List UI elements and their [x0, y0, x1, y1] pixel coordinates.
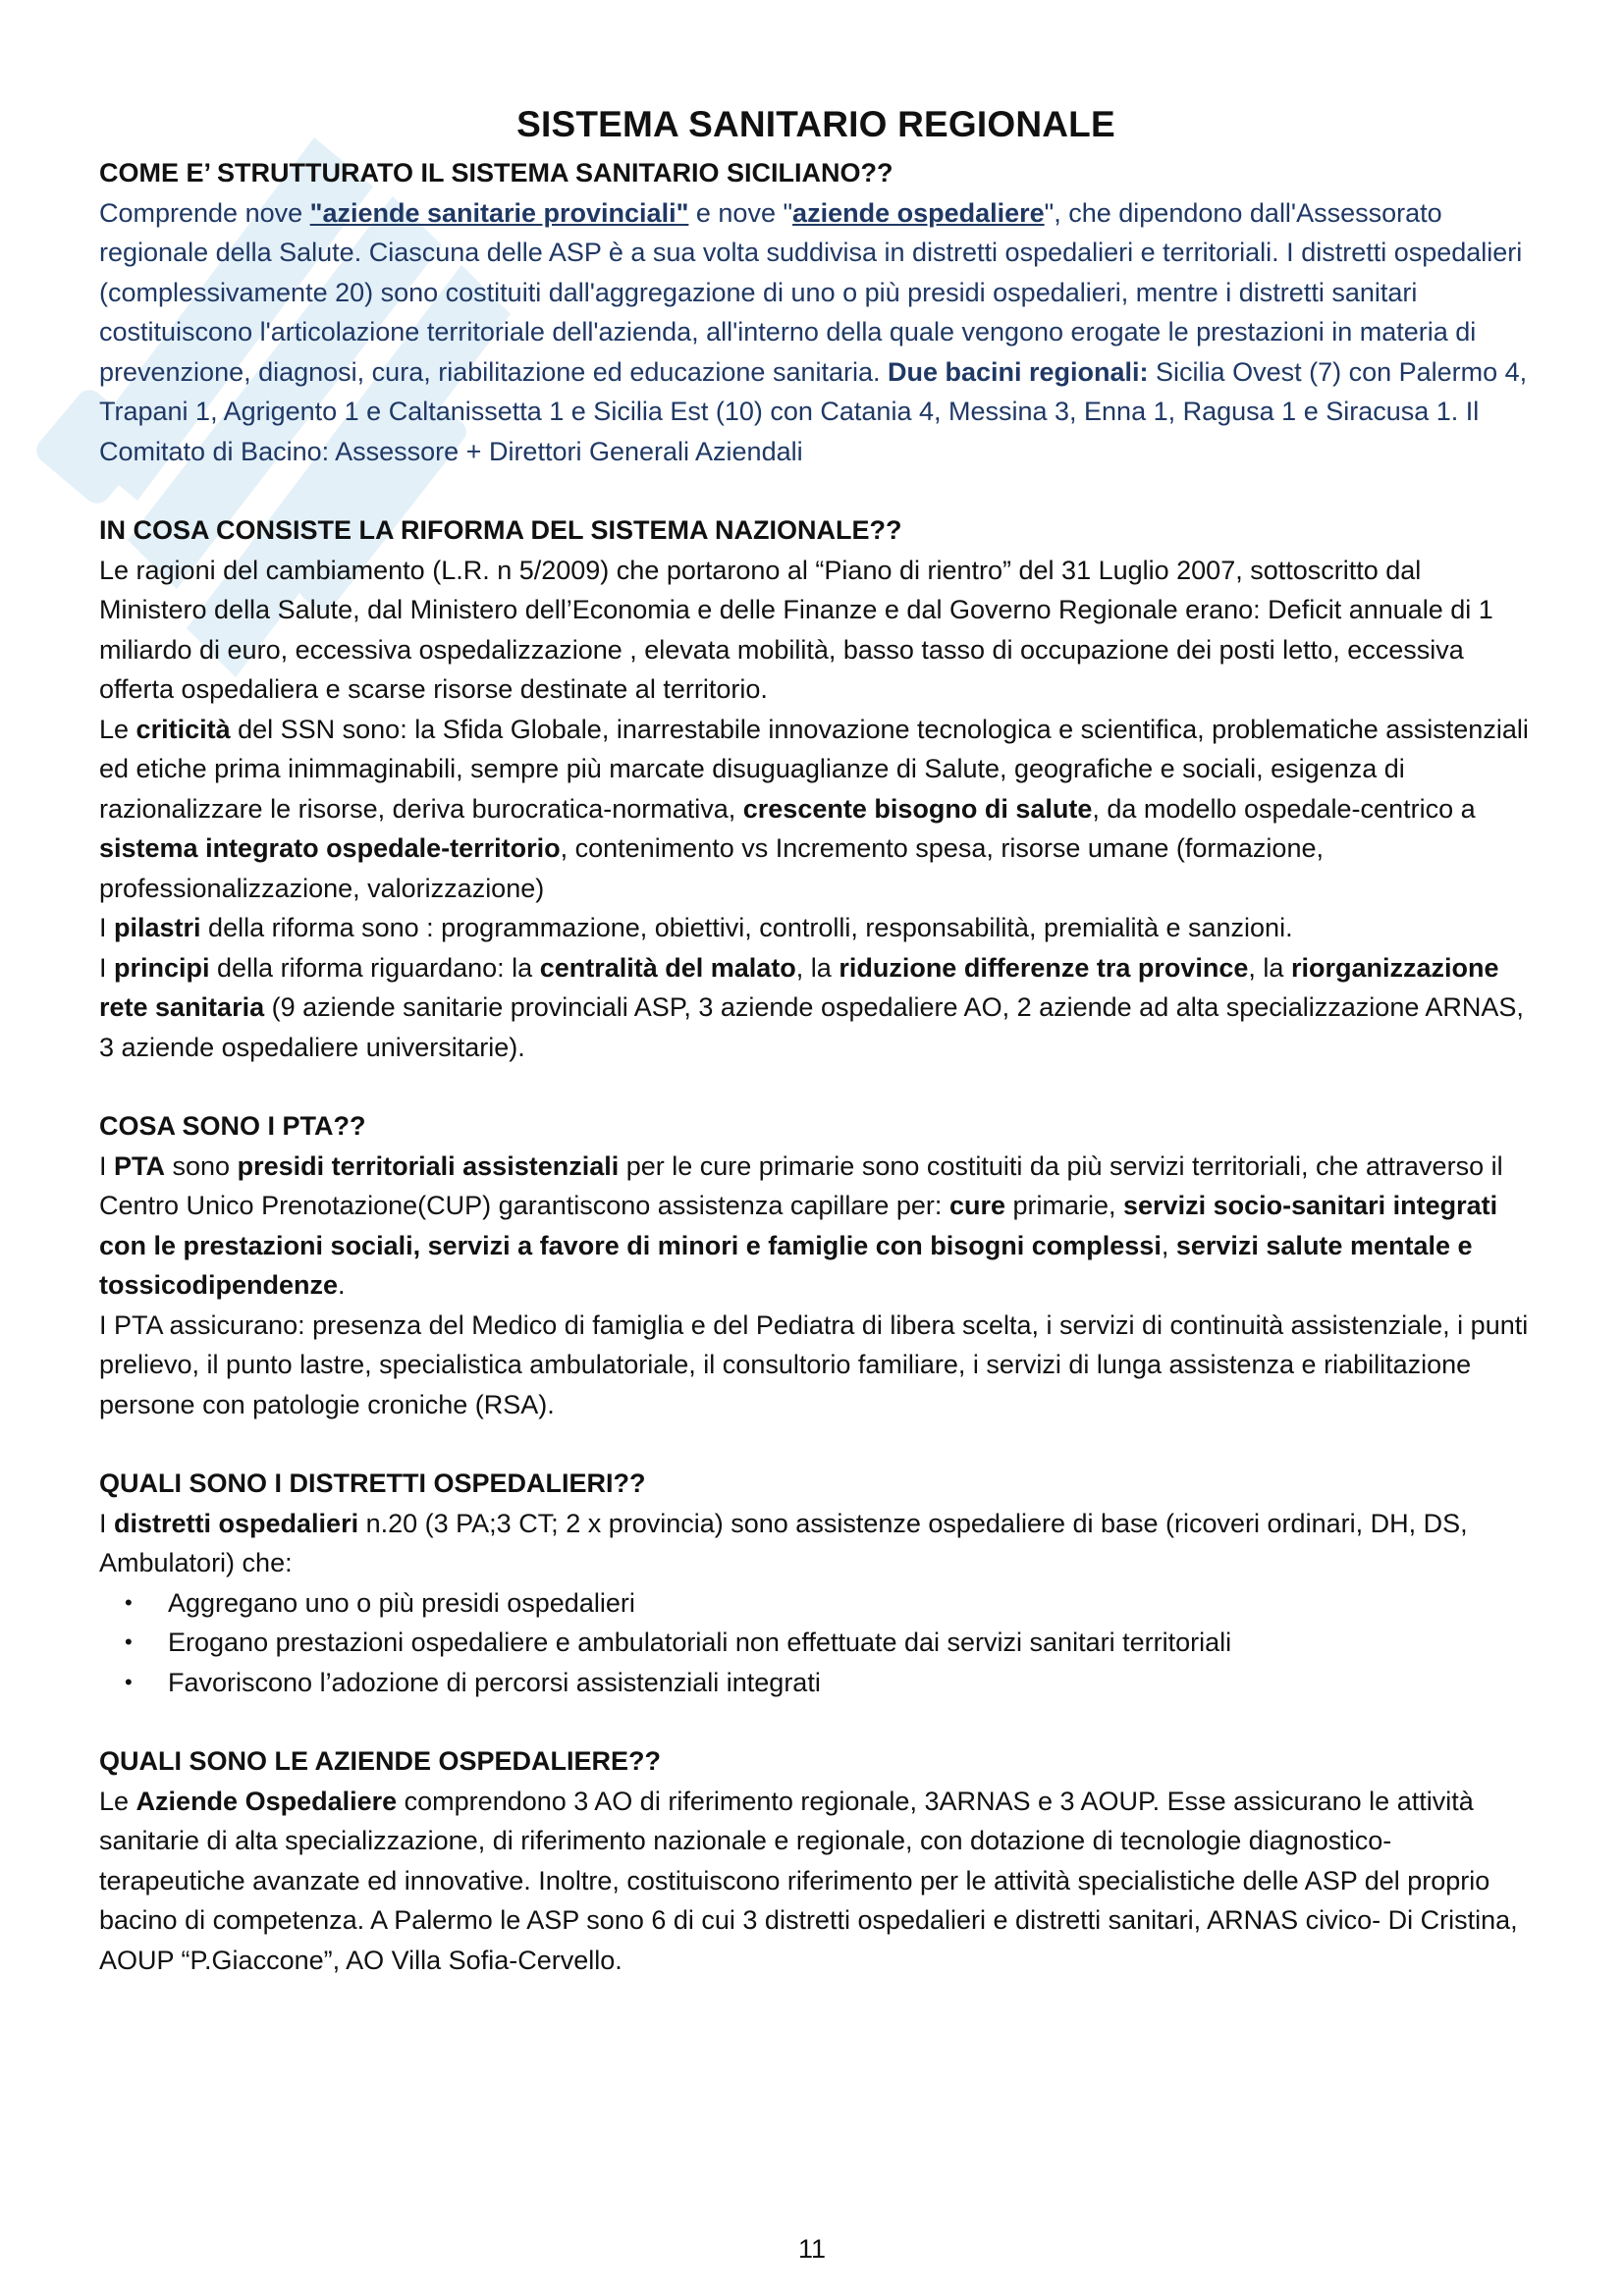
text-bold: servizi salute mentale e tossicodipendenze — [99, 1230, 1473, 1300]
text-bold: servizi socio-sanitari integrati con le prestazioni sociali, servizi a favore di minori e famiglie con bisogni complessi — [99, 1191, 1498, 1260]
text-run: della riforma riguardano: la — [209, 952, 540, 983]
page-title: SISTEMA SANITARIO REGIONALE — [516, 104, 1115, 144]
text-run: della riforma sono : programmazione, obiettivi, controlli, responsabilità, premialità e sanzioni. — [200, 913, 1293, 942]
paragraph-principi — [99, 948, 1533, 1068]
paragraph-aziende — [99, 1782, 1533, 1981]
list-item-text: Erogano prestazioni ospedaliere e ambulatoriali non effettuate dai servizi sanitari territoriali — [168, 1628, 1232, 1657]
text-run: , contenimento vs Incremento spesa, risorse umane (formazione, professionalizzazione, valorizzazione) — [99, 833, 1324, 903]
text-run: . — [338, 1270, 346, 1300]
paragraph-criticita — [99, 710, 1533, 909]
text-run: primarie, — [1004, 1191, 1124, 1220]
text-bold: crescente bisogno di salute — [742, 793, 1093, 824]
text-run: I — [99, 1150, 115, 1181]
text-run: per le cure primarie sono costituiti da più servizi territoriali, che attraverso il Centro Unico Prenotazione(CUP) garantiscono assistenza capillare per: — [99, 1150, 1503, 1220]
text-bold: principi — [114, 952, 210, 983]
section-heading-distretti: QUALI SONO I DISTRETTI OSPEDALIERI?? — [99, 1468, 646, 1498]
text-run: e nove " — [688, 197, 793, 228]
bullet-list-distretti — [99, 1583, 1533, 1703]
text-run: I — [99, 952, 115, 983]
text-bold: Aziende Ospedaliere — [135, 1786, 398, 1816]
bullet-icon: • — [125, 1669, 133, 1694]
text-run: ", che dipendono dall'Assessorato regionale della Salute. Ciascuna delle ASP è a sua volta suddivisa in distretti ospedalieri e territoriali. I distretti ospedalieri (complessivamente 20) sono costituiti dall'aggregazione di uno o più presidi ospedalieri, mentre i distretti sanitari costituiscono l'articolazione territoriale dell'azienda, all'interno della quale vengono erogate le prestazioni in materia di prevenzione, diagnosi, cura, riabilitazione ed educazione sanitaria. — [99, 197, 1523, 387]
text-run: , la — [1248, 952, 1291, 983]
text-run: del SSN sono: la Sfida Globale, inarrestabile innovazione tecnologica e scientifica, problematiche assistenziali ed etiche prima inimmaginabili, sempre più marcate disuguaglianze di Salute, geografiche e sociali, esigenza di razionalizzare le risorse, deriva burocratica-normativa, — [99, 714, 1529, 824]
section-heading-pta: COSA SONO I PTA?? — [99, 1111, 366, 1141]
text-bold: Due bacini regionali: — [888, 356, 1149, 387]
bullet-icon: • — [125, 1629, 133, 1654]
text-bold: criticità — [135, 714, 231, 744]
text-bold-underline: "aziende sanitarie provinciali" — [309, 197, 689, 228]
text-run: Le — [99, 1786, 136, 1816]
text-run: Le — [99, 714, 136, 744]
section-heading-riforma: IN COSA CONSISTE LA RIFORMA DEL SISTEMA NAZIONALE?? — [99, 515, 902, 545]
text-bold: presidi territoriali assistenziali — [237, 1150, 620, 1181]
section-heading-aziende: QUALI SONO LE AZIENDE OSPEDALIERE?? — [99, 1746, 662, 1776]
text-run: (9 aziende sanitarie provinciali ASP, 3 aziende ospedaliere AO, 2 aziende ad alta specializzazione ARNAS, 3 aziende ospedaliere universitarie). — [99, 992, 1524, 1062]
page-number: 11 — [797, 2234, 827, 2264]
text-run: Comprende nove — [99, 197, 310, 228]
text-run: Sicilia Ovest (7) con Palermo 4, Trapani 1, Agrigento 1 e Caltanissetta 1 e Sicilia Est (10) con Catania 4, Messina 3, Enna 1, Ragusa 1 e Siracusa 1. Il Comitato di Bacino: Assessore + Direttori Generali Aziendali — [99, 356, 1528, 466]
text-bold: riduzione differenze tra province — [839, 952, 1249, 983]
text-bold: PTA — [114, 1150, 166, 1181]
text-run: n.20 (3 PA;3 CT; 2 x provincia) sono assistenze ospedaliere di base (ricoveri ordinari, DH, DS, Ambulatori) che: — [99, 1508, 1468, 1577]
text-bold: centralità del malato — [539, 952, 796, 983]
text-run: , la — [795, 952, 839, 983]
list-item-text: Favoriscono l’adozione di percorsi assistenziali integrati — [168, 1667, 821, 1697]
text-bold: distretti ospedalieri — [114, 1508, 359, 1538]
list-item — [99, 1583, 1533, 1624]
document-body — [99, 100, 1533, 1980]
text-run: , da modello ospedale-centrico a — [1092, 793, 1476, 824]
text-run: comprendono 3 AO di riferimento regionale, 3ARNAS e 3 AOUP. Esse assicurano le attività sanitarie di alta specializzazione, di riferimento nazionale e regionale, con dotazione di tecnologie diagnostico-terapeutiche avanzate ed innovative. Inoltre, costituiscono riferimento per le attività specialistiche delle ASP del proprio bacino di competenza. A Palermo le ASP sono 6 di cui 3 distretti ospedalieri e distretti sanitari, ARNAS civico- Di Cristina, AOUP “P.Giaccone”, AO Villa Sofia-Cervello. — [99, 1786, 1518, 1975]
list-item — [99, 1663, 1533, 1703]
text-run: , — [1161, 1230, 1176, 1260]
paragraph-pta-definizione — [99, 1147, 1533, 1306]
paragraph-ragioni: Le ragioni del cambiamento (L.R. n 5/2009) che portarono al “Piano di rientro” del 31 Luglio 2007, sottoscritto dal Ministero della Salute, dal Ministero dell’Economia e delle Finanze e dal Governo Regionale erano: Deficit annuale di 1 miliardo di euro, eccessiva ospedalizzazione , elevata mobilità, basso tasso di occupazione dei posti letto, eccessiva offerta ospedaliera e scarse risorse destinate al territorio. — [99, 555, 1493, 704]
section-heading-struttura: COME E’ STRUTTURATO IL SISTEMA SANITARIO SICILIANO?? — [99, 158, 893, 187]
paragraph-struttura — [99, 193, 1533, 472]
text-run: I — [99, 1508, 115, 1538]
paragraph-distretti — [99, 1504, 1533, 1583]
text-bold: riorganizzazione rete sanitaria — [99, 952, 1499, 1022]
list-item-text: Aggregano uno o più presidi ospedalieri — [168, 1587, 635, 1618]
bullet-icon: • — [125, 1589, 133, 1615]
text-bold: cure — [948, 1191, 1005, 1220]
paragraph-pilastri — [99, 908, 1533, 948]
text-run: sono — [165, 1150, 238, 1181]
text-bold: pilastri — [114, 913, 201, 942]
list-item — [99, 1623, 1533, 1663]
text-bold-underline: aziende ospedaliere — [792, 197, 1045, 228]
text-bold: sistema integrato ospedale-territorio — [99, 833, 561, 863]
text-run: I — [99, 913, 115, 942]
paragraph-pta-assicurano: I PTA assicurano: presenza del Medico di famiglia e del Pediatra di libera scelta, i servizi di continuità assistenziale, i punti prelievo, il punto lastre, specialistica ambulatoriale, il consultorio familiare, i servizi di lunga assistenza e riabilitazione persone con patologie croniche (RSA). — [99, 1309, 1529, 1419]
